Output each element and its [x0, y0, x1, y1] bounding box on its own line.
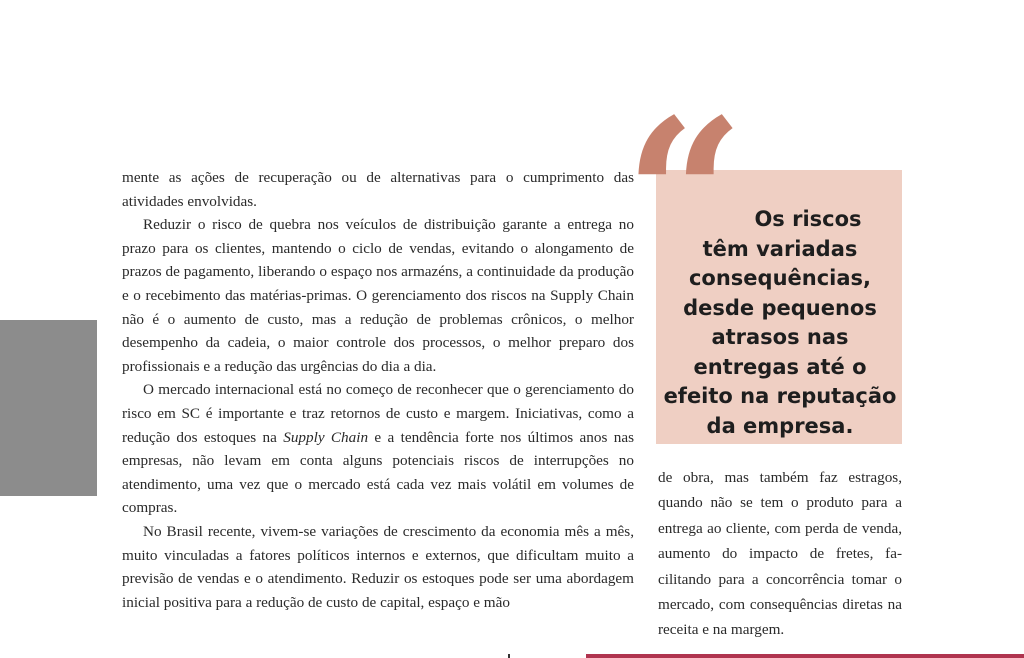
pull-quote-line: efeito na reputação	[663, 384, 897, 408]
pull-quote-line: entregas até o	[693, 354, 867, 379]
right-column-paragraph: de obra, mas também faz estragos, quando não se tem o produto para a entrega ao cliente, com perda de venda, aumento do impacto de fretes, facilitando para a concorrência tomar o mercado, com consequências diretas na receita e na margem.	[658, 469, 902, 639]
pull-quote-line: desde pequenos	[683, 295, 877, 320]
paragraph-4: No Brasil recente, vivem-se variações de crescimento da economia mês a mês, muito vinculadas a fatores políticos internos e externos, que dificultam muito a previsão de vendas e o atendimento. Reduzir os estoques pode ser uma abordagem inicial positiva para a redução de custo de capital, espaço e mão	[122, 522, 634, 611]
pull-quote-text	[660, 205, 900, 441]
pull-quote-line: Os riscos	[754, 207, 862, 231]
paragraph-1: mente as ações de recuperação ou de alternativas para o cumprimento das atividades envolvidas.	[122, 169, 634, 210]
main-text-column	[122, 166, 634, 614]
pull-quote-line: da empresa.	[706, 413, 854, 438]
paragraph-3-part-1: O mercado internacional está no começo de reconhecer que o gerenciamento do risco em SC é importante e traz retornos de custo e margem. Iniciativas, como a redução dos estoques na	[122, 381, 634, 446]
paragraph-2: Reduzir o risco de quebra nos veículos de distribuição garante a entrega no prazo para os clientes, mantendo o ciclo de vendas, evitando o alongamento de prazos de pagamento, liberando o espaço nos armazéns, a continuidade da produção e o recebimento das matérias-primas. O gerenciamento dos riscos na Supply Chain não é o aumento de custo, mas a redução de problemas crônicos, o melhor desempenho da cadeia, o maior controle dos processos, o melhor preparo dos profissionais e a redução das urgências do dia a dia.	[122, 216, 634, 375]
side-gray-bar	[0, 320, 97, 496]
paragraph-3	[122, 378, 634, 520]
bottom-tick	[508, 654, 510, 658]
right-text-column	[658, 465, 902, 643]
quote-mark-icon: “	[624, 73, 727, 320]
paragraph-3-part-2: e a tendência forte nos últimos anos nas empresas, não levam em conta alguns potenciais riscos de interrupções no atendimento, uma vez que o mercado está cada vez mais volátil em volumes de compras.	[122, 428, 634, 517]
pull-quote-line: atrasos nas	[711, 325, 849, 349]
supply-chain-italic: Supply Chain	[283, 428, 369, 446]
bottom-accent-line	[586, 654, 1024, 658]
pull-quote-line: têm variadas	[702, 236, 858, 261]
pull-quote-line: consequências,	[688, 266, 872, 290]
